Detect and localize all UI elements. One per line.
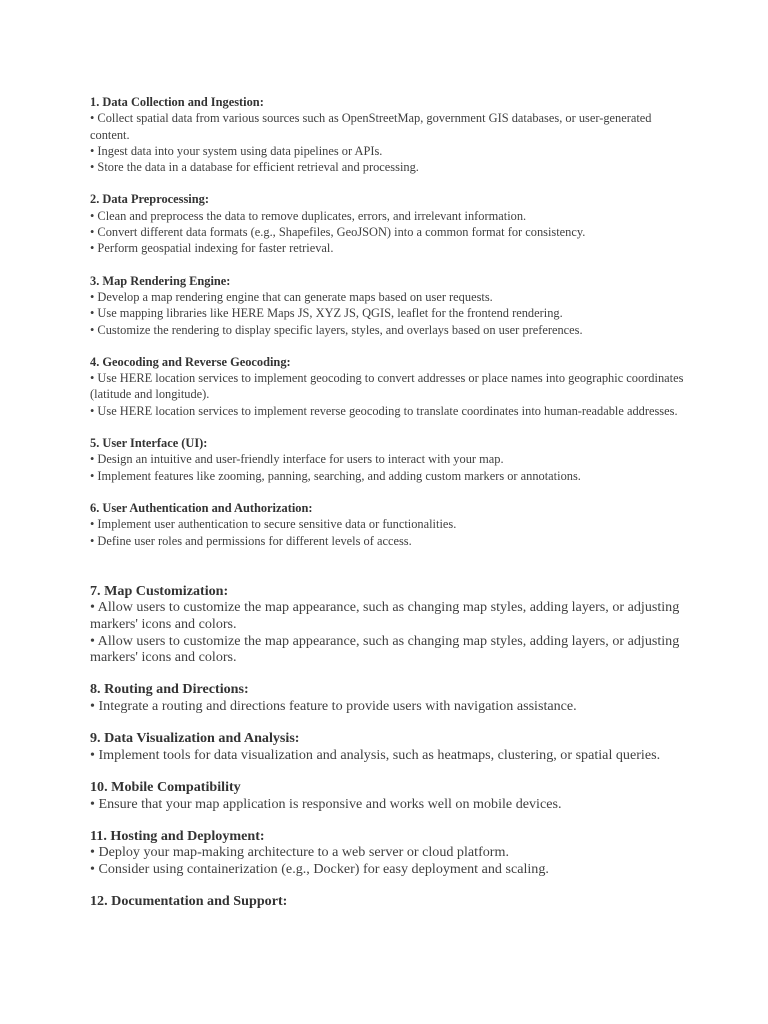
section-heading: 6. User Authentication and Authorization: xyxy=(90,500,313,515)
section-heading: 10. Mobile Compatibility xyxy=(90,778,241,795)
bullet-item: • Use mapping libraries like HERE Maps JS, XYZ JS, QGIS, leaflet for the frontend rendering. xyxy=(90,306,563,321)
document-body xyxy=(90,94,690,925)
bullet-item: • Convert different data formats (e.g., Shapefiles, GeoJSON) into a common format for consistency. xyxy=(90,225,586,240)
section-heading: 12. Documentation and Support: xyxy=(90,893,288,910)
bullet-item: • Deploy your map-making architecture to a web server or cloud platform. xyxy=(90,844,509,861)
bullet-list xyxy=(90,110,690,175)
bullet-item: • Ensure that your map application is responsive and works well on mobile devices. xyxy=(90,795,562,812)
section-heading: 11. Hosting and Deployment: xyxy=(90,827,265,844)
section-hosting-deployment xyxy=(90,828,690,878)
section-geocoding xyxy=(90,354,690,419)
section-routing xyxy=(90,681,690,714)
section-data-collection xyxy=(90,94,690,175)
bullet-item: • Perform geospatial indexing for faster retrieval. xyxy=(90,241,334,256)
section-data-preprocessing xyxy=(90,191,690,256)
section-heading: 9. Data Visualization and Analysis: xyxy=(90,730,300,747)
bullet-list xyxy=(90,208,690,257)
section-user-interface xyxy=(90,435,690,484)
bullet-list xyxy=(90,289,690,338)
section-heading: 1. Data Collection and Ingestion: xyxy=(90,95,264,109)
section-heading: 7. Map Customization: xyxy=(90,582,229,599)
bullet-list xyxy=(90,747,690,764)
section-map-customization xyxy=(90,583,690,666)
spacer xyxy=(90,565,690,583)
bullet-item: • Collect spatial data from various sources such as OpenStreetMap, government GIS databases, or user-generated content. xyxy=(90,111,652,142)
section-map-rendering-engine xyxy=(90,273,690,338)
section-heading: 5. User Interface (UI): xyxy=(90,436,208,451)
bullet-item: • Define user roles and permissions for different levels of access. xyxy=(90,533,412,548)
bullet-item: • Implement user authentication to secure sensitive data or functionalities. xyxy=(90,517,457,532)
section-heading: 4. Geocoding and Reverse Geocoding: xyxy=(90,354,291,369)
bullet-item: • Allow users to customize the map appearance, such as changing map styles, adding layers, or adjusting markers' icons and colors. xyxy=(90,632,680,666)
section-documentation-support xyxy=(90,893,690,910)
bullet-item: • Use HERE location services to implement geocoding to convert addresses or place names into geographic coordinates (latitude and longitude). xyxy=(90,371,684,402)
section-heading: 8. Routing and Directions: xyxy=(90,681,249,698)
bullet-list xyxy=(90,516,690,549)
section-heading: 3. Map Rendering Engine: xyxy=(90,273,231,288)
bullet-item: • Allow users to customize the map appearance, such as changing map styles, adding layers, or adjusting markers' icons and colors. xyxy=(90,599,680,633)
bullet-list xyxy=(90,796,690,813)
bullet-item: • Ingest data into your system using data pipelines or APIs. xyxy=(90,143,383,158)
bullet-item: • Use HERE location services to implement reverse geocoding to translate coordinates into human-readable addresses. xyxy=(90,403,678,418)
bullet-item: • Store the data in a database for efficient retrieval and processing. xyxy=(90,160,419,175)
bullet-item: • Customize the rendering to display specific layers, styles, and overlays based on user preferences. xyxy=(90,322,583,337)
section-user-authentication xyxy=(90,500,690,549)
bullet-list xyxy=(90,451,690,484)
bullet-item: • Integrate a routing and directions feature to provide users with navigation assistance. xyxy=(90,697,577,714)
bullet-item: • Consider using containerization (e.g., Docker) for easy deployment and scaling. xyxy=(90,860,549,877)
section-mobile-compatibility xyxy=(90,779,690,812)
bullet-list xyxy=(90,844,690,877)
section-heading: 2. Data Preprocessing: xyxy=(90,192,209,207)
bullet-item: • Design an intuitive and user-friendly interface for users to interact with your map. xyxy=(90,452,504,467)
bullet-item: • Develop a map rendering engine that can generate maps based on user requests. xyxy=(90,289,493,304)
section-data-visualization xyxy=(90,730,690,763)
bullet-item: • Clean and preprocess the data to remove duplicates, errors, and irrelevant information. xyxy=(90,208,527,223)
bullet-list xyxy=(90,698,690,715)
bullet-list xyxy=(90,599,690,665)
bullet-list xyxy=(90,370,690,419)
bullet-item: • Implement tools for data visualization and analysis, such as heatmaps, clustering, or spatial queries. xyxy=(90,746,661,763)
bullet-item: • Implement features like zooming, panning, searching, and adding custom markers or annotations. xyxy=(90,468,581,483)
